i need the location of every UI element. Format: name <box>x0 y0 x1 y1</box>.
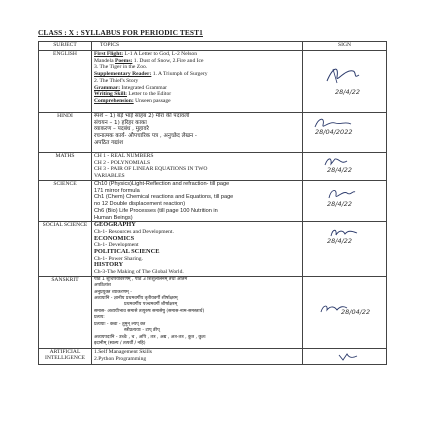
topics-cell <box>92 113 303 153</box>
topic-line: 2. The Thief's Story <box>94 77 139 84</box>
topic-line: Writing Skill: Letter to the Editor <box>94 91 172 98</box>
subject-cell: SANSKRIT <box>39 276 92 348</box>
topic-line: स्पर्श – 1) बड़े भाई साहब 2) मीरा की पदावली <box>94 113 190 119</box>
signature-cell <box>303 153 387 181</box>
topic-heading: HISTORY <box>94 261 124 269</box>
signature-mark <box>337 352 359 362</box>
table-row <box>39 113 387 153</box>
topic-line: अव्ययपदानि - उच्चैः , च , अपि , तत्र , अद्य , अत्र-तत्र , कुत्र , कुतः <box>94 334 206 340</box>
table-row <box>39 51 387 113</box>
signature-cell <box>303 181 387 222</box>
subject-cell: HINDI <box>39 113 92 153</box>
subject-cell: SCIENCE <box>39 181 92 222</box>
topic-line: VARIABLES <box>94 173 125 180</box>
topic-line: First Flight: L-1 A Letter to God, L-2 Nelson <box>94 51 198 57</box>
topic-line: व्याकरण – पदबंध , मुहावरे <box>94 126 149 133</box>
topic-line: CH 1 - REAL NUMBERS <box>94 153 154 159</box>
header-topics: TOPICS <box>92 42 303 51</box>
topic-line: Ch1 (Chem) Chemical reactions and Equations, till page <box>94 194 234 201</box>
signature-date: 28/4/22 <box>327 166 353 174</box>
topic-line: Ch6 (Bio) Life Processes (till page 100 Nutrition in <box>94 207 218 214</box>
topic-line: इदानीम् (स्वल्प / तत्पर्वी / नहि) <box>94 340 146 346</box>
signature-mark <box>327 187 357 201</box>
topic-line: रचनात्मक कार्य- औपचारिक पत्र , अनुच्छेद लेखन - <box>94 133 197 140</box>
topic-line: Grammar: Integrated Grammar <box>94 84 167 91</box>
topic-line: अपठितांश <box>94 283 111 289</box>
topic-line: Mandela Poems: 1. Dust of Snow, 2.Fire and Ice <box>94 57 204 64</box>
signature-date: 28/04/2022 <box>315 128 353 136</box>
topic-line: Supplementary Reader: 1. A Triumph of Surgery <box>94 71 208 78</box>
syllabus-table <box>38 41 387 365</box>
topic-line: 3. The Tiger in the Zoo. <box>94 64 148 71</box>
subject-cell: SOCIAL SCIENCE <box>39 222 92 277</box>
topic-line: no 12 Double displacement reaction) <box>94 201 186 208</box>
topic-line: Comprehension: Unseen passage <box>94 97 171 104</box>
topic-line: संचयन – 1) हरिहर काका <box>94 119 147 126</box>
topic-line: CH 2 - POLYNOMIALS <box>94 159 151 166</box>
signature-date: 28/4/22 <box>327 237 353 246</box>
topics-cell <box>92 181 303 222</box>
table-row <box>39 153 387 181</box>
topic-line: Ch-1- Development <box>94 242 139 249</box>
topic-line: CH 3 - PAIR OF LINEAR EQUATIONS IN TWO <box>94 166 208 173</box>
topic-heading: ECONOMICS <box>94 234 135 242</box>
topic-line: समास- अव्ययीभाव समासे तत्पुरुष समासेषु (समास-नाम-समस्तार्थ) <box>94 308 205 314</box>
signature-cell <box>303 222 387 277</box>
signature-cell <box>303 113 387 153</box>
topic-line: Ch-1- Resources and Development. <box>94 228 174 235</box>
topic-line: अव्ययानि - ज्ञानीय प्रथमवर्गीय तृतीयवर्गी शीर्षाक्षरम् <box>94 296 178 302</box>
topic-line: स्त्रीप्रत्ययाः - टाप् ङीप् <box>124 328 160 334</box>
topic-line: 1.Self Management Skills <box>94 348 152 355</box>
topics-cell <box>92 51 303 113</box>
topic-line: प्रथमवर्गीय पञ्चमवर्गी शीर्षाक्षरम् <box>124 302 178 308</box>
topic-line: प्रत्ययाः - क्त्वा - तुमुन् ल्यप् क्त <box>94 321 146 327</box>
topic-line: Human Beings) <box>94 214 133 221</box>
signature-date: 28/4/22 <box>335 88 361 96</box>
header-row <box>39 42 387 51</box>
topic-line: 2.Python Programming <box>94 355 147 362</box>
topic-heading: GEOGRAPHY <box>94 221 136 229</box>
topics-cell <box>92 276 303 348</box>
topics-cell <box>92 348 303 364</box>
signature-date: 28/04/22 <box>341 307 371 316</box>
signature-cell <box>303 51 387 113</box>
subject-cell: ARTIFICIAL INTELLIGENCE <box>39 348 92 364</box>
topic-line: पाठ 1 शुचिपर्यावरणम् , पाठ 3 शिशुलालनम् तथा अंतिम <box>94 276 188 282</box>
topic-line: 171 mirror formula <box>94 187 140 194</box>
signature-cell <box>303 276 387 348</box>
topic-line: Ch-3-The Making of The Global World. <box>94 269 184 276</box>
table-row <box>39 276 387 348</box>
topics-cell <box>92 153 303 181</box>
table-row <box>39 348 387 364</box>
signature-mark <box>323 63 363 87</box>
topic-line: अनुप्रयुक्त व्याकरणम् - <box>94 289 132 295</box>
signature-date: 28/4/22 <box>327 200 353 208</box>
topic-line: प्रत्यय: <box>94 315 105 321</box>
subject-cell: ENGLISH <box>39 51 92 113</box>
table-row <box>39 222 387 277</box>
page-title: CLASS : X : SYLLABUS FOR PERIODIC TEST1 <box>38 28 203 37</box>
header-subject: SUBJECT <box>39 42 92 51</box>
topic-heading: POLITICAL SCIENCE <box>94 248 160 256</box>
topic-line: अपठित गद्यांश <box>94 139 124 146</box>
topics-cell <box>92 222 303 277</box>
topic-line: Ch-1- Power Sharing. <box>94 255 143 262</box>
subject-cell: MATHS <box>39 153 92 181</box>
signature-cell <box>303 348 387 364</box>
table-row <box>39 181 387 222</box>
topic-line: Ch10 (Physics)Light-Reflection and refraction- till page <box>94 181 230 187</box>
header-sign: SIGN <box>303 42 387 51</box>
